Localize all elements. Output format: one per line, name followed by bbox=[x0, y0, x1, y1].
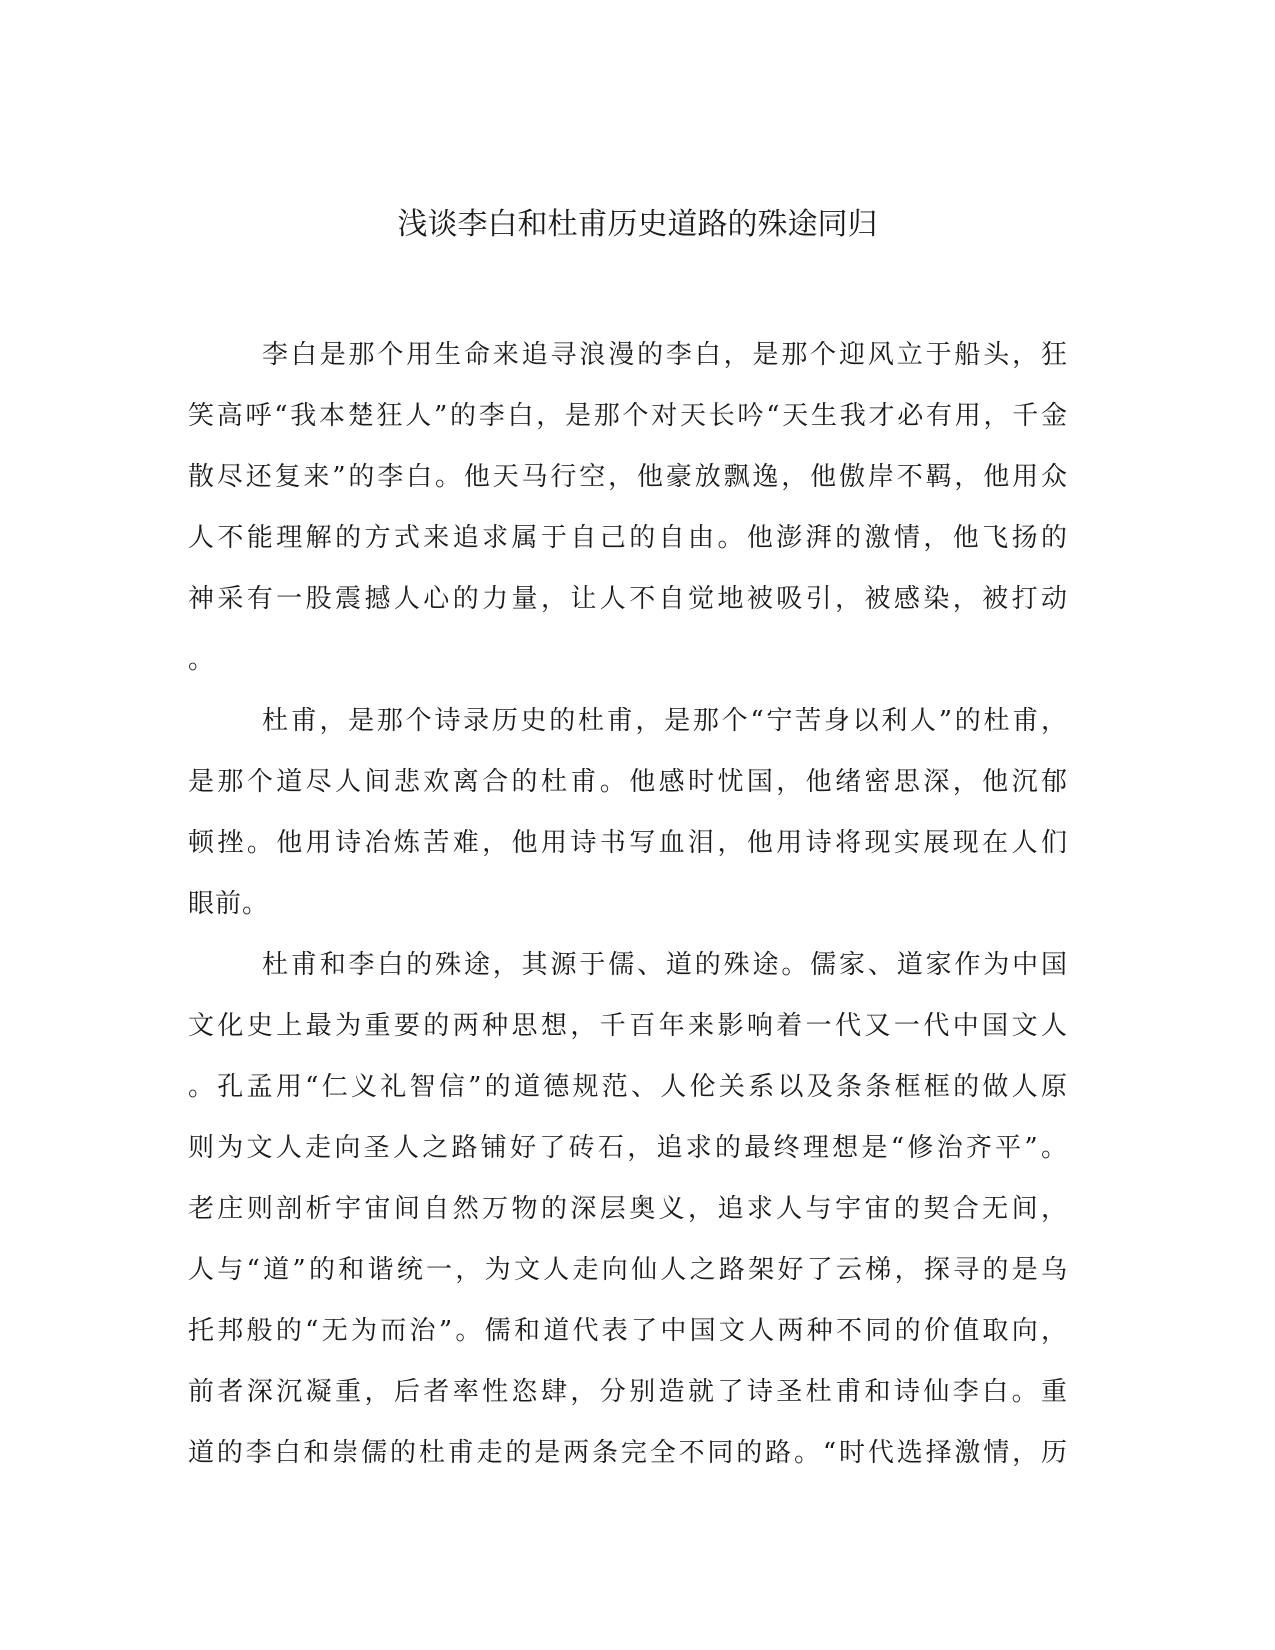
text-line: 是那个道尽人间悲欢离合的杜甫。他感时忧国，他绪密思深，他沉郁 bbox=[188, 767, 1068, 797]
text-line: 则为文人走向圣人之路铺好了砖石，追求的最终理想是“修治齐平”。 bbox=[188, 1133, 1068, 1163]
text-line: 前者深沉凝重，后者率性恣肆，分别造就了诗圣杜甫和诗仙李白。重 bbox=[188, 1377, 1068, 1407]
document-title: 浅谈李白和杜甫历史道路的殊途同归 bbox=[397, 207, 878, 242]
text-line: 神采有一股震撼人心的力量，让人不自觉地被吸引，被感染，被打动 bbox=[188, 584, 1068, 614]
text-line: 人与“道”的和谐统一，为文人走向仙人之路架好了云梯，探寻的是乌 bbox=[188, 1255, 1068, 1285]
text-line: 李白是那个用生命来追寻浪漫的李白，是那个迎风立于船头，狂 bbox=[262, 340, 1068, 370]
text-line: 笑高呼“我本楚狂人”的李白，是那个对天长吟“天生我才必有用，千金 bbox=[188, 401, 1068, 431]
text-line: 杜甫和李白的殊途，其源于儒、道的殊途。儒家、道家作为中国 bbox=[262, 950, 1068, 980]
text-line: 顿挫。他用诗冶炼苦难，他用诗书写血泪，他用诗将现实展现在人们 bbox=[188, 828, 1068, 858]
text-line: 。孔孟用“仁义礼智信”的道德规范、人伦关系以及条条框框的做人原 bbox=[188, 1072, 1068, 1102]
text-line: 道的李白和崇儒的杜甫走的是两条完全不同的路。“时代选择激情，历 bbox=[188, 1438, 1068, 1468]
text-line: 文化史上最为重要的两种思想，千百年来影响着一代又一代中国文人 bbox=[188, 1011, 1068, 1041]
text-line: 散尽还复来”的李白。他天马行空，他豪放飘逸，他傲岸不羁，他用众 bbox=[188, 462, 1068, 492]
text-line: 老庄则剖析宇宙间自然万物的深层奥义，追求人与宇宙的契合无间， bbox=[188, 1194, 1068, 1224]
text-line: 人不能理解的方式来追求属于自己的自由。他澎湃的激情，他飞扬的 bbox=[188, 523, 1068, 553]
text-line: 杜甫，是那个诗录历史的杜甫，是那个“宁苦身以利人”的杜甫， bbox=[262, 706, 1068, 736]
text-line: 托邦般的“无为而治”。儒和道代表了中国文人两种不同的价值取向， bbox=[188, 1316, 1068, 1346]
text-line: 眼前。 bbox=[188, 889, 270, 919]
text-line: 。 bbox=[188, 645, 216, 675]
document-body bbox=[188, 325, 1068, 1484]
